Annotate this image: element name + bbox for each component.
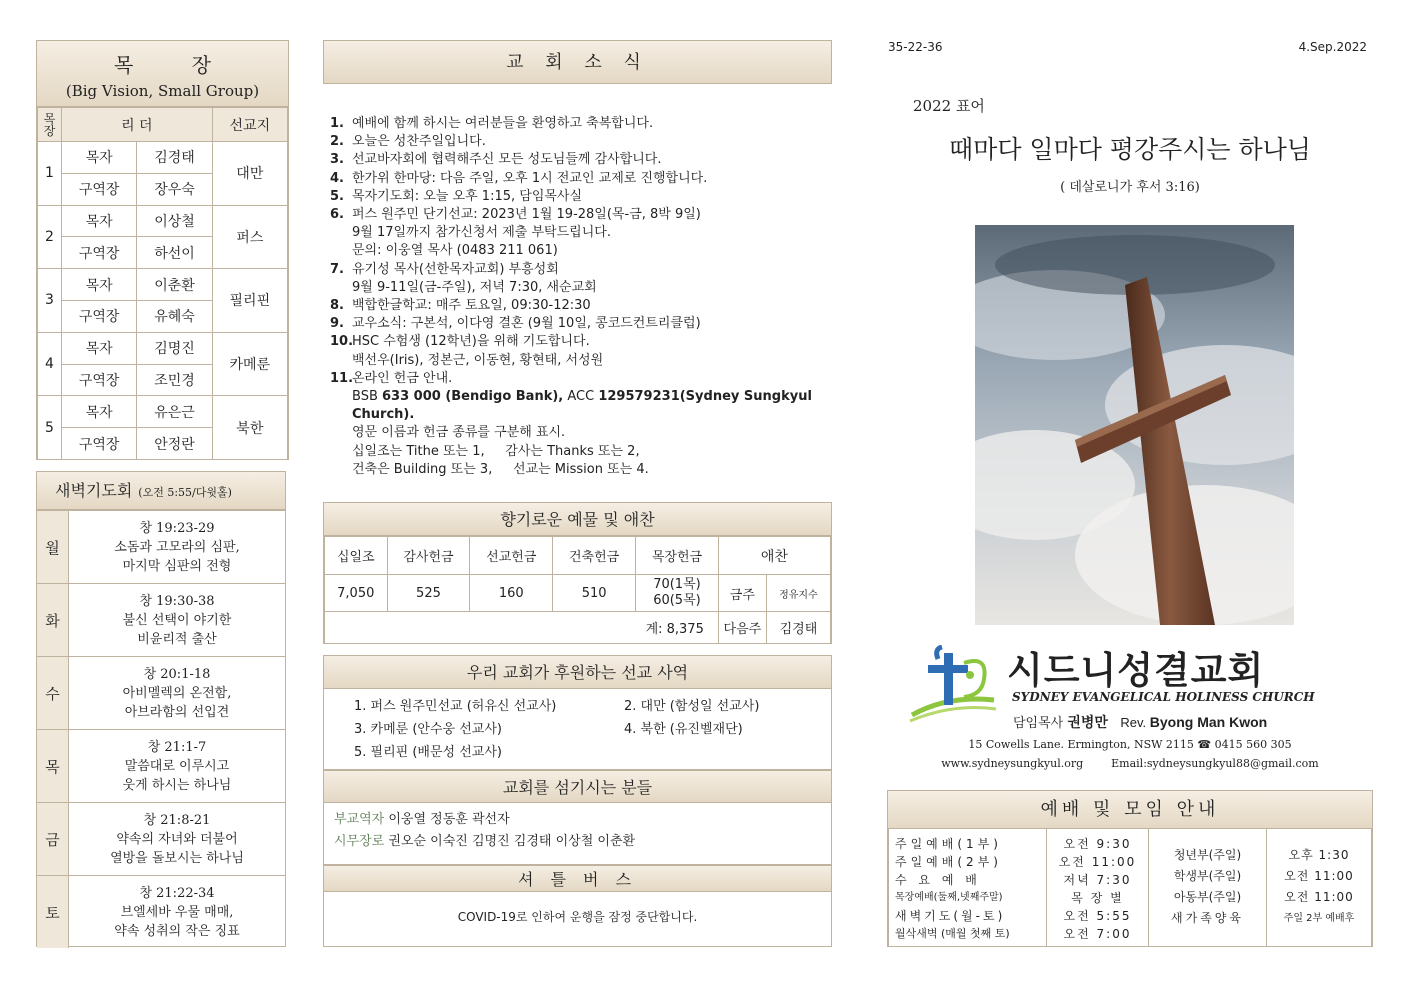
day-label: 화 <box>37 584 69 656</box>
motto: 때마다 일마다 평강주시는 하나님 <box>949 135 1311 164</box>
sub-name: 하선이 <box>137 237 212 269</box>
mission-title: 우리 교회가 후원하는 선교 사역 <box>324 656 831 689</box>
sermon-line: 말씀대로 이루시고 <box>124 758 230 774</box>
group-number: 1 <box>38 142 62 206</box>
leader-name: 유은근 <box>137 396 212 428</box>
table-row <box>38 269 288 301</box>
bulletin-date: 4.Sep.2022 <box>1298 40 1367 54</box>
this-week-server: 정유지수 <box>766 575 830 612</box>
thanks-header: 감사헌금 <box>387 537 470 575</box>
service-times: 오전 9:30 오전 11:00 저녁 7:30 목 장 별 오전 5:55 오전 7:00 <box>1047 829 1149 946</box>
group-number: 2 <box>38 205 62 269</box>
email-link[interactable]: Email:sydneysungkyul88@gmail.com <box>1111 757 1319 770</box>
sermon-line: 약속 성취의 작은 징표 <box>114 923 240 939</box>
news-line: 십일조는 Tithe 또는 1, 감사는 Thanks 또는 2, <box>352 443 640 459</box>
leader-name: 김경태 <box>137 142 212 174</box>
mission-offering-value: 160 <box>470 575 553 612</box>
news-line: 교우소식: 구본석, 이다영 결혼 (9월 10일, 콩코드컨트리클럽) <box>352 316 701 332</box>
service-names: 주일예배(1부) 주일예배(2부) 수 요 예 배 목장예배(둘째,넷째주말) 새벽기도(월-토) 월삭새벽 (매월 첫째 토) <box>889 829 1047 946</box>
day-label: 토 <box>37 876 69 948</box>
scripture-ref: 창 21:8-21 <box>143 812 211 828</box>
news-line: 백선우(Iris), 정본근, 이동현, 황현태, 서성원 <box>352 352 604 368</box>
list-item <box>330 133 840 151</box>
list-item <box>37 802 285 875</box>
elders-row <box>324 831 831 853</box>
sermon-line: 웃게 하시는 하나님 <box>122 777 232 793</box>
news-content <box>352 333 840 369</box>
mokjang-table <box>37 107 288 460</box>
news-content <box>352 261 840 297</box>
shuttle-panel <box>323 865 832 947</box>
associate-pastors-row <box>324 809 831 831</box>
group-number: 5 <box>38 396 62 460</box>
mission-field: 대만 <box>212 142 287 206</box>
news-content <box>352 133 840 151</box>
list-item <box>330 115 840 133</box>
news-line: 선교바자회에 협력해주신 모든 성도님들께 감사합니다. <box>352 152 662 168</box>
pastor-label: 담임목사 <box>1013 716 1068 731</box>
sermon-line: 마지막 심판의 전형 <box>122 558 232 574</box>
dawn-prayer-note: (오전 5:55/다윗홀) <box>138 486 232 499</box>
scripture-ref: 창 21:1-7 <box>147 739 207 755</box>
news-line: 문의: 이웅열 목사 (0483 211 061) <box>352 243 558 259</box>
church-name: 시드니성결교회 <box>1007 649 1265 692</box>
this-week-label: 금주 <box>718 575 766 612</box>
tithe-value: 7,050 <box>325 575 388 612</box>
news-number: 11. <box>330 370 354 386</box>
sub-title: 구역장 <box>62 428 137 460</box>
list-item <box>37 656 285 729</box>
pastor-korean-name: 권병만 <box>1067 715 1108 731</box>
associate-pastors: 이웅열 정동훈 곽선자 <box>384 812 510 827</box>
motto-reference: ( 데살로니가 후서 3:16) <box>1060 180 1200 195</box>
sermon-line: 아비멜렉의 온전함, <box>122 685 232 701</box>
sub-title: 구역장 <box>62 237 137 269</box>
news-title: 교 회 소 식 <box>323 40 832 84</box>
mokjang-offering-value: 70(1목) 60(5목) <box>636 575 719 612</box>
scripture-ref: 창 19:23-29 <box>139 520 215 536</box>
pastor-english-name: Byong Man Kwon <box>1149 714 1268 730</box>
offering-title: 향기로운 예물 및 애찬 <box>324 503 831 536</box>
news-content <box>352 115 840 133</box>
scripture-ref: 창 20:1-18 <box>143 666 211 682</box>
thanks-value: 525 <box>387 575 470 612</box>
day-label: 금 <box>37 803 69 875</box>
dawn-prayer-header <box>37 472 285 510</box>
sermon-line: 불신 선택이 야기한 <box>122 612 232 628</box>
dawn-prayer-panel <box>36 471 286 947</box>
pastor-english-label: Rev. <box>1120 715 1150 730</box>
list-item <box>330 261 840 297</box>
news-number: 7. <box>330 261 344 277</box>
sermon-line: 아브라함의 선입견 <box>124 704 230 720</box>
sub-title: 구역장 <box>62 364 137 396</box>
offering-total: 계: 8,375 <box>325 612 719 644</box>
news-line: 오늘은 성찬주일입니다. <box>352 134 486 150</box>
list-item <box>330 188 840 206</box>
group-number: 4 <box>38 332 62 396</box>
news-content <box>352 297 840 315</box>
website-link[interactable]: www.sydneysungkyul.org <box>941 757 1084 770</box>
news-number: 9. <box>330 316 344 332</box>
list-item <box>330 151 840 169</box>
mission-field: 퍼스 <box>212 205 287 269</box>
senior-pastor <box>1013 712 1267 732</box>
news-number: 6. <box>330 207 344 223</box>
sermon-line: 소돔과 고모라의 심판, <box>114 539 240 555</box>
sub-name: 장우숙 <box>137 173 212 205</box>
church-english-name: SYDNEY EVANGELICAL HOLINESS CHURCH <box>1012 690 1315 704</box>
list-item <box>37 875 285 948</box>
table-row <box>38 332 288 364</box>
list-item: 4. 북한 (유진벨재단) <box>624 722 743 737</box>
list-item: 5. 필리핀 (배문성 선교사) <box>354 745 502 760</box>
mission-field: 카메룬 <box>212 332 287 396</box>
worship-title: 예배 및 모임 안내 <box>888 791 1372 829</box>
mokjang-offering-header: 목장헌금 <box>636 537 719 575</box>
list-item <box>37 510 285 583</box>
sermon-line: 브엘세바 우물 매매, <box>120 904 234 920</box>
leader-name: 김명진 <box>137 332 212 364</box>
mission-panel <box>323 655 832 770</box>
mission-field: 북한 <box>212 396 287 460</box>
news-number: 10. <box>330 334 354 350</box>
list-item <box>37 729 285 802</box>
news-number: 5. <box>330 188 344 204</box>
mission-list <box>324 689 831 760</box>
sub-title: 구역장 <box>62 173 137 205</box>
mokjang-panel <box>36 40 289 460</box>
news-line: 퍼스 원주민 단기선교: 2023년 1월 19-28일(목-금, 8박 9일) <box>352 207 701 223</box>
associate-pastors-label: 부교역자 <box>334 812 385 827</box>
col-num-header: 목장 <box>38 108 62 142</box>
shuttle-title: 셔 틀 버 스 <box>324 865 831 892</box>
leader-title: 목자 <box>62 205 137 237</box>
news-line: 온라인 헌금 안내. <box>352 370 453 386</box>
news-line: 건축은 Building 또는 3, 선교는 Mission 또는 4. <box>352 461 649 477</box>
mokjang-header <box>37 41 288 107</box>
church-contact <box>888 757 1372 770</box>
news-content <box>352 315 840 333</box>
servants-title: 교회를 섬기시는 분들 <box>324 770 831 803</box>
news-number: 8. <box>330 298 344 314</box>
list-item: 2. 대만 (함성일 선교사) <box>624 699 760 714</box>
mokjang-title: 목 장 <box>114 53 237 77</box>
motto-year: 2022 표어 <box>913 97 985 115</box>
bsb-number: 633 000 (Bendigo Bank), <box>382 389 564 405</box>
list-item: 1. 퍼스 원주민선교 (허유신 선교사) <box>354 699 557 714</box>
list-item <box>330 206 840 261</box>
building-header: 건축헌금 <box>553 537 636 575</box>
news-content <box>352 188 840 206</box>
offering-panel <box>323 502 832 644</box>
list-item <box>330 170 840 188</box>
day-label: 수 <box>37 657 69 729</box>
news-line: 9월 9-11일(금-주일), 저녁 7:30, 새순교회 <box>352 279 597 295</box>
news-number: 4. <box>330 170 344 186</box>
group-number: 3 <box>38 269 62 333</box>
cross-photo <box>975 225 1294 625</box>
news-line: 유기성 목사(선한목자교회) 부흥성회 <box>352 261 559 277</box>
elders: 권오순 이숙진 김명진 김경태 이상철 이춘환 <box>384 834 636 849</box>
mission-field: 필리핀 <box>212 269 287 333</box>
elders-label: 시무장로 <box>334 834 385 849</box>
bank-account <box>352 388 840 424</box>
sub-name: 유혜숙 <box>137 300 212 332</box>
leader-name: 이춘환 <box>137 269 212 301</box>
news-line: 목자기도회: 오늘 오후 1:15, 담임목사실 <box>352 188 583 204</box>
scripture-ref: 창 21:22-34 <box>139 885 215 901</box>
table-row <box>325 537 831 575</box>
news-line: 한가위 한마당: 다음 주일, 오후 1시 전교인 교제로 진행합니다. <box>352 170 708 186</box>
news-content <box>352 151 840 169</box>
list-item <box>330 333 840 369</box>
sub-name: 안정란 <box>137 428 212 460</box>
list-item <box>37 583 285 656</box>
sermon-line: 약속의 자녀와 더불어 <box>116 831 238 847</box>
table-row <box>38 396 288 428</box>
scripture-ref: 창 19:30-38 <box>139 593 215 609</box>
next-week-label: 다음주 <box>718 612 766 644</box>
leader-title: 목자 <box>62 142 137 174</box>
sub-name: 조민경 <box>137 364 212 396</box>
list-item: 3. 카메룬 (안수웅 선교사) <box>354 722 502 737</box>
offering-table <box>324 536 831 644</box>
table-row <box>325 612 831 644</box>
news-number: 2. <box>330 134 344 150</box>
list-item <box>330 297 840 315</box>
news-content <box>352 206 840 261</box>
church-address: 15 Cowells Lane. Ermington, NSW 2115 ☎ 0415 560 305 <box>968 738 1292 751</box>
news-line: 영문 이름과 헌금 종류를 구분해 표시. <box>352 425 566 441</box>
news-line: 백합한글학교: 매주 토요일, 09:30-12:30 <box>352 298 591 314</box>
sermon-line: 열방을 돌보시는 하나님 <box>110 850 244 866</box>
fellowship-meal-header: 애찬 <box>718 537 830 575</box>
day-label: 월 <box>37 511 69 583</box>
news-content <box>352 370 840 479</box>
news-number: 3. <box>330 152 344 168</box>
sub-title: 구역장 <box>62 300 137 332</box>
leader-title: 목자 <box>62 332 137 364</box>
news-content <box>352 170 840 188</box>
acc-label: ACC <box>563 389 599 405</box>
leader-name: 이상철 <box>137 205 212 237</box>
list-item <box>330 370 840 479</box>
mokjang-subtitle: (Big Vision, Small Group) <box>65 82 260 100</box>
dawn-prayer-title: 새벽기도회 <box>55 481 133 500</box>
group-names: 청년부(주일) 학생부(주일) 아동부(주일) 새가족양육 <box>1149 829 1267 946</box>
col-leader-header: 리 더 <box>62 108 213 142</box>
building-value: 510 <box>553 575 636 612</box>
worship-table <box>888 829 1372 946</box>
table-row <box>38 142 288 174</box>
account-number: 129579231(Sydney Sungkyul Church). <box>352 389 812 423</box>
news-number: 1. <box>330 116 344 131</box>
church-logo-icon <box>908 645 998 725</box>
mission-offering-header: 선교헌금 <box>470 537 553 575</box>
mokjang-table-header <box>38 108 288 142</box>
sermon-line: 비윤리적 출산 <box>137 631 217 647</box>
table-row <box>889 829 1372 946</box>
shuttle-notice: COVID-19로 인하여 운행을 잠정 중단합니다. <box>457 910 698 924</box>
worship-schedule-panel <box>887 790 1373 947</box>
news-line: HSC 수험생 (12학년)을 위해 기도합니다. <box>352 334 590 350</box>
servants-panel <box>323 770 832 865</box>
bsb-label: BSB <box>352 389 382 405</box>
news-line: 예배에 함께 하시는 여러분들을 환영하고 축복합니다. <box>352 116 654 131</box>
tithe-header: 십일조 <box>325 537 388 575</box>
news-list <box>330 115 840 479</box>
news-line: 9월 17일까지 참가신청서 제출 부탁드립니다. <box>352 225 611 241</box>
next-week-server: 김경태 <box>766 612 830 644</box>
day-label: 목 <box>37 730 69 802</box>
table-row <box>38 205 288 237</box>
group-times: 오후 1:30 오전 11:00 오전 11:00 주일 2부 예배후 <box>1267 829 1372 946</box>
col-mission-header: 선교지 <box>212 108 287 142</box>
leader-title: 목자 <box>62 396 137 428</box>
edition-number: 35-22-36 <box>888 40 943 54</box>
table-row <box>325 575 831 612</box>
list-item <box>330 315 840 333</box>
leader-title: 목자 <box>62 269 137 301</box>
